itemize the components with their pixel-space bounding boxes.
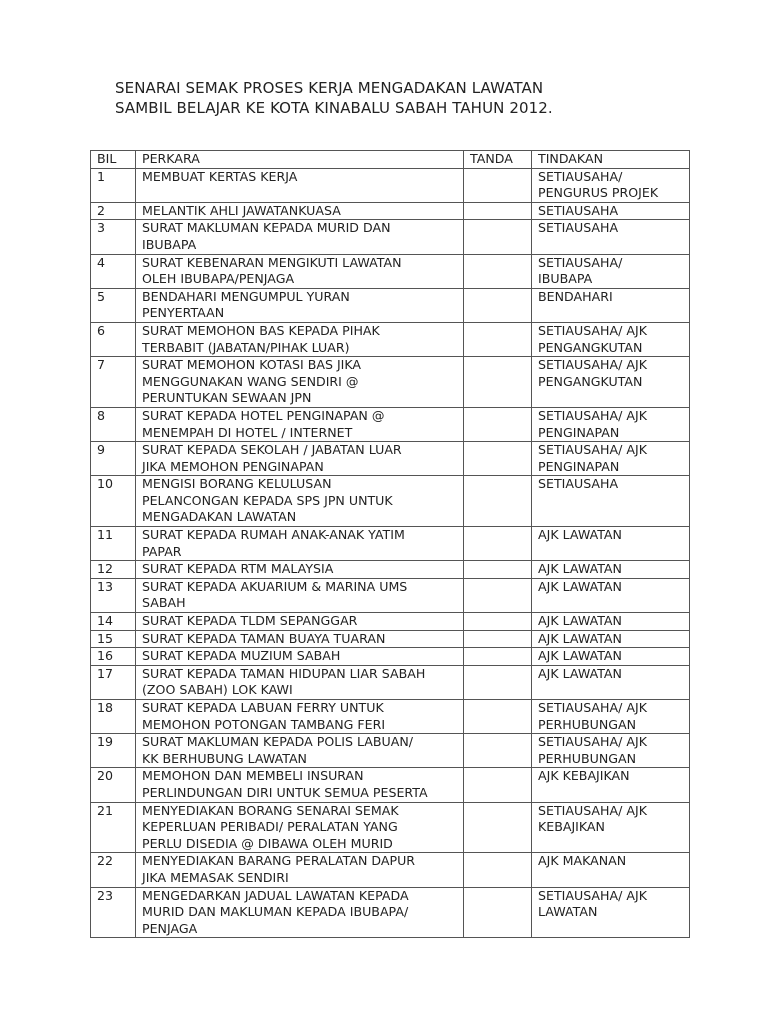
row-tanda[interactable] bbox=[464, 734, 532, 768]
row-tindakan bbox=[532, 578, 690, 612]
row-perkara bbox=[136, 220, 464, 254]
row-tindakan bbox=[532, 288, 690, 322]
row-perkara bbox=[136, 407, 464, 441]
tindakan-line bbox=[538, 509, 685, 526]
table-row bbox=[91, 887, 690, 938]
tindakan-line: SETIAUSAHA/ AJK bbox=[538, 357, 647, 373]
tindakan-line: KEBAJIKAN bbox=[538, 819, 605, 835]
perkara-line: SURAT KEPADA TAMAN HIDUPAN LIAR SABAH bbox=[142, 665, 426, 681]
perkara-line: SURAT MAKLUMAN KEPADA POLIS LABUAN/ bbox=[142, 734, 414, 750]
table-row bbox=[91, 254, 690, 288]
row-tindakan bbox=[532, 476, 690, 527]
perkara-line: KK BERHUBUNG LAWATAN bbox=[142, 750, 307, 766]
row-tanda[interactable] bbox=[464, 202, 532, 220]
row-bil: 14 bbox=[91, 613, 136, 631]
row-tindakan bbox=[532, 322, 690, 356]
perkara-line: SURAT MAKLUMAN KEPADA MURID DAN bbox=[142, 220, 391, 236]
row-bil: 17 bbox=[91, 665, 136, 699]
checklist-table bbox=[90, 150, 690, 938]
perkara-line: MENGEDARKAN JADUAL LAWATAN KEPADA bbox=[142, 887, 409, 903]
header-tanda: TANDA bbox=[464, 151, 532, 169]
row-perkara bbox=[136, 630, 464, 648]
header-bil: BIL bbox=[91, 151, 136, 169]
perkara-line: MENYEDIAKAN BORANG SENARAI SEMAK bbox=[142, 802, 399, 818]
tindakan-line: SETIAUSAHA/ AJK bbox=[538, 887, 647, 903]
tindakan-line: AJK LAWATAN bbox=[538, 613, 622, 629]
row-bil: 6 bbox=[91, 322, 136, 356]
row-tanda[interactable] bbox=[464, 853, 532, 887]
tindakan-line bbox=[538, 836, 685, 853]
perkara-line: SURAT KEPADA TLDM SEPANGGAR bbox=[142, 613, 358, 629]
perkara-line: JIKA MEMASAK SENDIRI bbox=[142, 869, 289, 885]
tindakan-line: PERHUBUNGAN bbox=[538, 750, 637, 766]
tindakan-line: PENGANGKUTAN bbox=[538, 339, 643, 355]
row-bil: 11 bbox=[91, 527, 136, 561]
row-tanda[interactable] bbox=[464, 802, 532, 853]
perkara-line: TERBABIT (JABATAN/PIHAK LUAR) bbox=[142, 339, 350, 355]
tindakan-line bbox=[538, 544, 685, 561]
row-bil: 22 bbox=[91, 853, 136, 887]
tindakan-line: SETIAUSAHA/ AJK bbox=[538, 322, 647, 338]
tindakan-line: AJK LAWATAN bbox=[538, 578, 622, 594]
row-perkara bbox=[136, 665, 464, 699]
tindakan-line: PENGANGKUTAN bbox=[538, 373, 643, 389]
row-tindakan bbox=[532, 407, 690, 441]
table-row bbox=[91, 442, 690, 476]
row-bil: 9 bbox=[91, 442, 136, 476]
row-bil: 21 bbox=[91, 802, 136, 853]
tindakan-line bbox=[538, 493, 685, 510]
table-row bbox=[91, 407, 690, 441]
row-tanda[interactable] bbox=[464, 476, 532, 527]
perkara-line: MURID DAN MAKLUMAN KEPADA IBUBAPA/ bbox=[142, 904, 409, 920]
table-row bbox=[91, 202, 690, 220]
row-bil: 10 bbox=[91, 476, 136, 527]
row-perkara bbox=[136, 442, 464, 476]
row-tindakan bbox=[532, 202, 690, 220]
perkara-line: PERLU DISEDIA @ DIBAWA OLEH MURID bbox=[142, 835, 393, 851]
row-tanda[interactable] bbox=[464, 700, 532, 734]
tindakan-line: PENGINAPAN bbox=[538, 424, 620, 440]
tindakan-line: SETIAUSAHA bbox=[538, 202, 619, 218]
perkara-line: PENYERTAAN bbox=[142, 305, 225, 321]
row-tindakan bbox=[532, 700, 690, 734]
perkara-line: MENGADAKAN LAWATAN bbox=[142, 509, 297, 525]
title-line-1: SENARAI SEMAK PROSES KERJA MENGADAKAN LAWATAN bbox=[115, 79, 544, 97]
row-perkara bbox=[136, 357, 464, 408]
tindakan-line: SETIAUSAHA/ AJK bbox=[538, 407, 647, 423]
perkara-line: SURAT KEPADA HOTEL PENGINAPAN @ bbox=[142, 407, 385, 423]
tindakan-line: LAWATAN bbox=[538, 904, 598, 920]
table-row bbox=[91, 853, 690, 887]
table-row bbox=[91, 700, 690, 734]
perkara-line: SURAT KEPADA TAMAN BUAYA TUARAN bbox=[142, 630, 386, 646]
row-perkara bbox=[136, 527, 464, 561]
row-bil: 1 bbox=[91, 168, 136, 202]
row-perkara bbox=[136, 802, 464, 853]
perkara-line: SABAH bbox=[142, 595, 186, 611]
tindakan-line bbox=[538, 785, 685, 802]
title-line-2: SAMBIL BELAJAR KE KOTA KINABALU SABAH TAHUN 2012. bbox=[115, 99, 553, 117]
row-tanda[interactable] bbox=[464, 768, 532, 802]
row-perkara bbox=[136, 768, 464, 802]
row-tanda[interactable] bbox=[464, 648, 532, 666]
perkara-line: MEMOHON POTONGAN TAMBANG FERI bbox=[142, 716, 386, 732]
row-perkara bbox=[136, 887, 464, 938]
tindakan-line: SETIAUSAHA/ AJK bbox=[538, 802, 647, 818]
tindakan-line bbox=[538, 237, 685, 254]
perkara-line: SURAT KEPADA RUMAH ANAK-ANAK YATIM bbox=[142, 527, 405, 543]
row-tanda[interactable] bbox=[464, 357, 532, 408]
row-perkara bbox=[136, 700, 464, 734]
row-tindakan bbox=[532, 734, 690, 768]
row-perkara bbox=[136, 561, 464, 579]
perkara-line: SURAT KEPADA MUZIUM SABAH bbox=[142, 648, 341, 664]
tindakan-line bbox=[538, 305, 685, 322]
row-bil: 5 bbox=[91, 288, 136, 322]
perkara-line bbox=[142, 185, 459, 202]
perkara-line: MENEMPAH DI HOTEL / INTERNET bbox=[142, 424, 353, 440]
row-tindakan bbox=[532, 665, 690, 699]
row-bil: 20 bbox=[91, 768, 136, 802]
row-tanda[interactable] bbox=[464, 254, 532, 288]
perkara-line: IBUBAPA bbox=[142, 236, 197, 252]
row-tanda[interactable] bbox=[464, 168, 532, 202]
tindakan-line: PENGURUS PROJEK bbox=[538, 185, 659, 201]
table-row bbox=[91, 802, 690, 853]
table-row bbox=[91, 648, 690, 666]
tindakan-line: AJK KEBAJIKAN bbox=[538, 768, 630, 784]
row-tanda[interactable] bbox=[464, 665, 532, 699]
row-bil: 8 bbox=[91, 407, 136, 441]
row-tanda[interactable] bbox=[464, 220, 532, 254]
row-tindakan bbox=[532, 853, 690, 887]
table-row bbox=[91, 357, 690, 408]
tindakan-line: AJK LAWATAN bbox=[538, 665, 622, 681]
perkara-line: MELANTIK AHLI JAWATANKUASA bbox=[142, 202, 341, 218]
perkara-line: MENGGUNAKAN WANG SENDIRI @ bbox=[142, 373, 359, 389]
perkara-line: SURAT KEPADA SEKOLAH / JABATAN LUAR bbox=[142, 442, 402, 458]
tindakan-line: SETIAUSAHA/ AJK bbox=[538, 734, 647, 750]
row-tanda[interactable] bbox=[464, 407, 532, 441]
tindakan-line: SETIAUSAHA bbox=[538, 476, 619, 492]
row-perkara bbox=[136, 168, 464, 202]
tindakan-line: IBUBAPA bbox=[538, 271, 593, 287]
tindakan-line: BENDAHARI bbox=[538, 288, 613, 304]
row-bil: 2 bbox=[91, 202, 136, 220]
row-tanda[interactable] bbox=[464, 578, 532, 612]
header-tindakan: TINDAKAN bbox=[532, 151, 690, 169]
perkara-line: PERLINDUNGAN DIRI UNTUK SEMUA PESERTA bbox=[142, 784, 428, 800]
row-tanda[interactable] bbox=[464, 630, 532, 648]
row-bil: 3 bbox=[91, 220, 136, 254]
row-bil: 19 bbox=[91, 734, 136, 768]
tindakan-line: SETIAUSAHA/ AJK bbox=[538, 700, 647, 715]
document-title bbox=[115, 78, 715, 118]
table-row bbox=[91, 768, 690, 802]
tindakan-line: SETIAUSAHA/ bbox=[538, 168, 623, 184]
table-header-row bbox=[91, 151, 690, 169]
row-tindakan bbox=[532, 648, 690, 666]
tindakan-line: AJK MAKANAN bbox=[538, 853, 627, 869]
perkara-line: OLEH IBUBAPA/PENJAGA bbox=[142, 271, 295, 287]
row-tindakan bbox=[532, 357, 690, 408]
header-perkara: PERKARA bbox=[136, 151, 464, 169]
row-perkara bbox=[136, 578, 464, 612]
tindakan-line: SETIAUSAHA/ bbox=[538, 254, 623, 270]
perkara-line: PERUNTUKAN SEWAAN JPN bbox=[142, 390, 312, 406]
table-row bbox=[91, 168, 690, 202]
table-row bbox=[91, 665, 690, 699]
tindakan-line: SETIAUSAHA bbox=[538, 220, 619, 236]
row-perkara bbox=[136, 202, 464, 220]
perkara-line: BENDAHARI MENGUMPUL YURAN bbox=[142, 288, 350, 304]
perkara-line: SURAT KEPADA LABUAN FERRY UNTUK bbox=[142, 700, 384, 715]
tindakan-line: AJK LAWATAN bbox=[538, 561, 622, 577]
table-row bbox=[91, 527, 690, 561]
row-tindakan bbox=[532, 168, 690, 202]
row-tindakan bbox=[532, 561, 690, 579]
perkara-line: PELANCONGAN KEPADA SPS JPN UNTUK bbox=[142, 492, 393, 508]
perkara-line: SURAT MEMOHON KOTASI BAS JIKA bbox=[142, 357, 362, 373]
row-tanda[interactable] bbox=[464, 527, 532, 561]
tindakan-line: AJK LAWATAN bbox=[538, 630, 622, 646]
row-perkara bbox=[136, 734, 464, 768]
table-row bbox=[91, 322, 690, 356]
row-tanda[interactable] bbox=[464, 322, 532, 356]
row-bil: 7 bbox=[91, 357, 136, 408]
perkara-line: JIKA MEMOHON PENGINAPAN bbox=[142, 458, 324, 474]
perkara-line: MEMOHON DAN MEMBELI INSURAN bbox=[142, 768, 364, 784]
row-bil: 13 bbox=[91, 578, 136, 612]
perkara-line: MEMBUAT KERTAS KERJA bbox=[142, 168, 298, 184]
row-tindakan bbox=[532, 254, 690, 288]
checklist-rows bbox=[91, 168, 690, 938]
tindakan-line bbox=[538, 921, 685, 938]
table-row bbox=[91, 613, 690, 631]
perkara-line: KEPERLUAN PERIBADI/ PERALATAN YANG bbox=[142, 819, 398, 835]
table-row bbox=[91, 734, 690, 768]
row-perkara bbox=[136, 476, 464, 527]
tindakan-line: SETIAUSAHA/ AJK bbox=[538, 442, 647, 458]
row-tindakan bbox=[532, 613, 690, 631]
row-perkara bbox=[136, 853, 464, 887]
tindakan-line bbox=[538, 390, 685, 407]
perkara-line: MENYEDIAKAN BARANG PERALATAN DAPUR bbox=[142, 853, 416, 869]
row-bil: 15 bbox=[91, 630, 136, 648]
perkara-line: SURAT KEPADA AKUARIUM & MARINA UMS bbox=[142, 578, 408, 594]
table-row bbox=[91, 561, 690, 579]
perkara-line: PENJAGA bbox=[142, 920, 198, 936]
row-perkara bbox=[136, 322, 464, 356]
tindakan-line: AJK LAWATAN bbox=[538, 648, 622, 664]
row-bil: 23 bbox=[91, 887, 136, 938]
perkara-line: MENGISI BORANG KELULUSAN bbox=[142, 476, 332, 492]
tindakan-line: AJK LAWATAN bbox=[538, 527, 622, 543]
tindakan-line bbox=[538, 870, 685, 887]
row-tindakan bbox=[532, 768, 690, 802]
table-row bbox=[91, 476, 690, 527]
tindakan-line bbox=[538, 682, 685, 699]
table-row bbox=[91, 578, 690, 612]
row-tanda[interactable] bbox=[464, 288, 532, 322]
row-tindakan bbox=[532, 527, 690, 561]
row-perkara bbox=[136, 613, 464, 631]
perkara-line: (ZOO SABAH) LOK KAWI bbox=[142, 682, 293, 698]
perkara-line: SURAT KEBENARAN MENGIKUTI LAWATAN bbox=[142, 254, 402, 270]
tindakan-line: PENGINAPAN bbox=[538, 458, 620, 474]
table-row bbox=[91, 630, 690, 648]
tindakan-line bbox=[538, 595, 685, 612]
row-tanda[interactable] bbox=[464, 561, 532, 579]
row-tindakan bbox=[532, 802, 690, 853]
row-tanda[interactable] bbox=[464, 442, 532, 476]
row-bil: 4 bbox=[91, 254, 136, 288]
row-perkara bbox=[136, 288, 464, 322]
tindakan-line: PERHUBUNGAN bbox=[538, 716, 637, 732]
row-tindakan bbox=[532, 442, 690, 476]
row-tanda[interactable] bbox=[464, 613, 532, 631]
row-tindakan bbox=[532, 630, 690, 648]
row-perkara bbox=[136, 648, 464, 666]
table-row bbox=[91, 288, 690, 322]
perkara-line: PAPAR bbox=[142, 543, 182, 559]
table-row bbox=[91, 220, 690, 254]
row-tindakan bbox=[532, 887, 690, 938]
row-bil: 16 bbox=[91, 648, 136, 666]
row-perkara bbox=[136, 254, 464, 288]
perkara-line: SURAT KEPADA RTM MALAYSIA bbox=[142, 561, 334, 577]
perkara-line: SURAT MEMOHON BAS KEPADA PIHAK bbox=[142, 322, 380, 338]
row-bil: 12 bbox=[91, 561, 136, 579]
row-tanda[interactable] bbox=[464, 887, 532, 938]
row-bil: 18 bbox=[91, 700, 136, 734]
row-tindakan bbox=[532, 220, 690, 254]
